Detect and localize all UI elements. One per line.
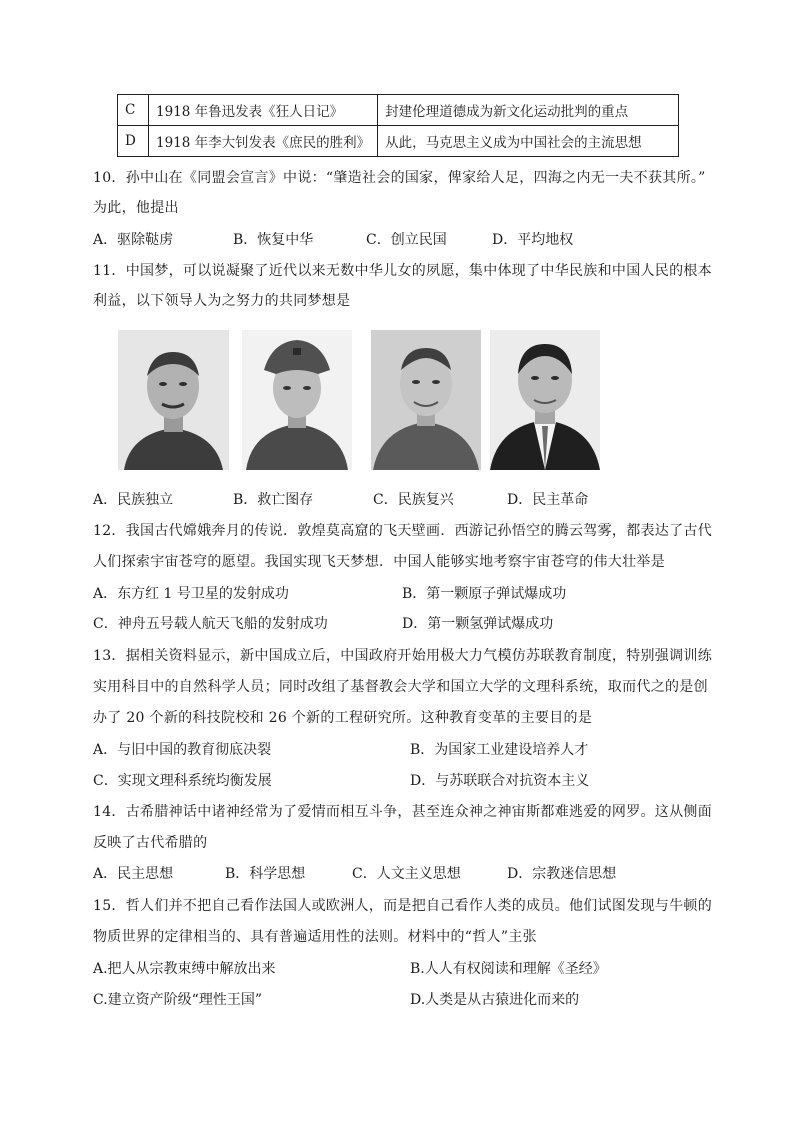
q14-option-a: A．民主思想 [93, 866, 174, 882]
q15-stem-line1: 15．哲人们并不把自己看作法国人或欧洲人，而是把自己看作人类的成员。他们试图发现与牛顿的 [93, 898, 713, 914]
row-letter: C [118, 95, 149, 126]
q13-option-d: D．与苏联联合对抗资本主义 [410, 773, 590, 789]
q12-option-c: C．神舟五号载人航天飞船的发射成功 [93, 616, 328, 632]
table-row [118, 95, 679, 126]
q13-option-c: C．实现文理科系统均衡发展 [93, 773, 272, 789]
row-event: 1918 年鲁迅发表《狂人日记》 [149, 95, 378, 126]
portrait-photo-2 [242, 330, 352, 470]
q10-stem-line1: 10．孙中山在《同盟会宣言》中说：“肇造社会的国家，俾家给人足，四海之内无一夫不获其所。” [93, 170, 706, 186]
q11-stem-line2: 利益，以下领导人为之努力的共同梦想是 [93, 293, 351, 309]
row-result: 封建伦理道德成为新文化运动批判的重点 [378, 95, 679, 126]
q10-option-c: C．创立民国 [366, 232, 447, 248]
q13-option-b: B．为国家工业建设培养人才 [410, 742, 589, 758]
q11-option-b: B．救亡图存 [233, 492, 314, 508]
portrait-photo-4 [490, 330, 600, 470]
q11-option-a: A．民族独立 [93, 492, 174, 508]
q11-option-d: D．民主革命 [507, 492, 589, 508]
q13-stem-line3: 办了 20 个新的科技院校和 26 个新的工程研究所。这种教育变革的主要目的是 [93, 710, 593, 726]
q14-option-c: C．人文主义思想 [352, 866, 461, 882]
q12-stem-line2: 人们探索宇宙苍穹的愿望。我国实现飞天梦想．中国人能够实地考察宇宙苍穹的伟大壮举是 [93, 554, 665, 570]
q11-stem-line1: 11．中国梦，可以说凝聚了近代以来无数中华儿女的夙愿，集中体现了中华民族和中国人民的根本 [93, 263, 713, 279]
q10-option-b: B．恢复中华 [233, 232, 314, 248]
q13-stem-line2: 实用科目中的自然科学人员；同时改组了基督教会大学和国立大学的文理科系统，取而代之的是创 [93, 679, 708, 695]
portrait-photo-3 [371, 330, 481, 470]
q15-option-d: D.人类是从古猿进化而来的 [410, 992, 580, 1008]
q10-option-a: A．驱除鞑虏 [93, 232, 174, 248]
q12-option-d: D．第一颗氢弹试爆成功 [402, 616, 554, 632]
q15-option-a: A.把人从宗教束缚中解放出来 [93, 961, 276, 977]
q15-option-b: B.人人有权阅读和理解《圣经》 [410, 961, 607, 977]
row-letter: D [118, 126, 149, 157]
options-table [117, 94, 679, 157]
q15-option-c: C.建立资产阶级“理性王国” [93, 992, 262, 1008]
q11-option-c: C．民族复兴 [373, 492, 454, 508]
q10-stem-line2: 为此，他提出 [93, 200, 179, 216]
row-event: 1918 年李大钊发表《庶民的胜利》 [149, 126, 378, 157]
q13-stem-line1: 13．据相关资料显示，新中国成立后，中国政府开始用极大力气模仿苏联教育制度，特别强调训练 [93, 648, 713, 664]
q14-option-b: B．科学思想 [225, 866, 306, 882]
row-result: 从此，马克思主义成为中国社会的主流思想 [378, 126, 679, 157]
portrait-photo-1 [118, 330, 229, 470]
q15-stem-line2: 物质世界的定律相当的、具有普遍适用性的法则。材料中的“哲人”主张 [93, 929, 537, 945]
q14-stem-line1: 14．古希腊神话中诸神经常为了爱情而相互斗争，甚至连众神之神宙斯都难逃爱的网罗。这从侧面 [93, 804, 713, 820]
q13-option-a: A．与旧中国的教育彻底决裂 [93, 742, 272, 758]
q14-stem-line2: 反映了古代希腊的 [93, 835, 208, 851]
q12-stem-line1: 12．我国古代嫦娥奔月的传说．敦煌莫高窟的飞天壁画．西游记孙悟空的腾云驾雾，都表达了古代 [93, 523, 713, 539]
table-row [118, 126, 679, 157]
q14-option-d: D．宗教迷信思想 [507, 866, 617, 882]
q12-option-a: A．东方红 1 号卫星的发射成功 [93, 586, 289, 602]
q12-option-b: B．第一颗原子弹试爆成功 [402, 586, 567, 602]
q10-option-d: D．平均地权 [492, 232, 574, 248]
